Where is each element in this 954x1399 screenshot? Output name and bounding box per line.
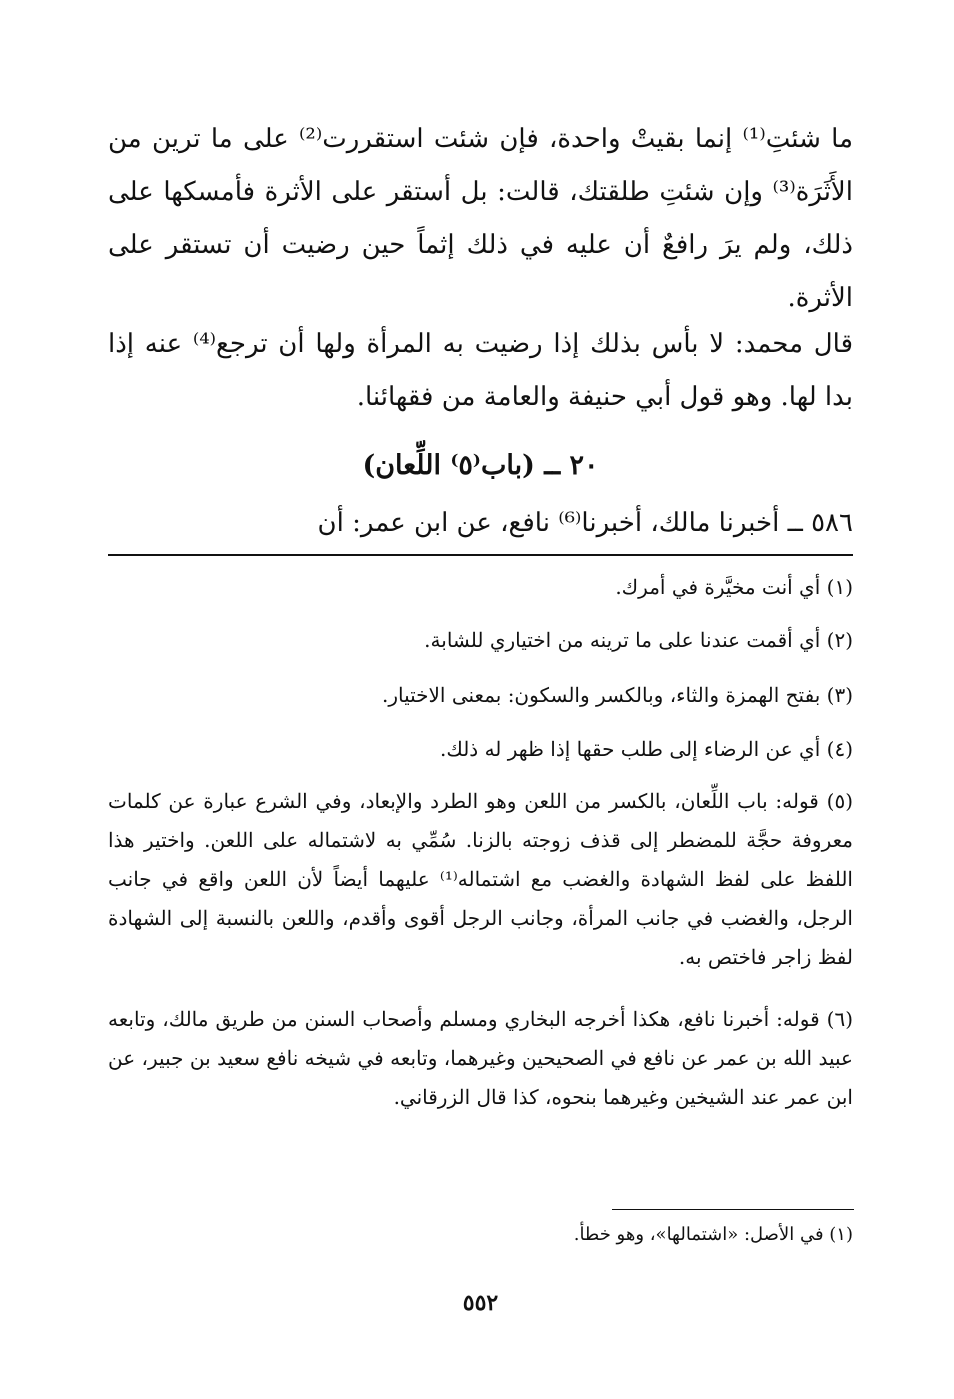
footnote-2: (٢) أي أقمت عندنا على ما ترينه من اختياري للشابة. (424, 628, 853, 652)
page-number: ٥٥٢ (462, 1290, 499, 1316)
footnote-1: (١) أي أنت مخيَّرة في أمرك. (615, 575, 853, 599)
main-paragraph-1: ما شئتِ⁽¹⁾ إنما بقيتْ واحدة، فإن شئت استقررت⁽²⁾ على ما ترين من الأَثَرَة⁽³⁾ وإن شئتِ طلقتك، قالت: بل أستقر على الأثرة فأمسكها على ذلك، ولم يرَ رافعٌ أن عليه في ذلك إثماً حين رضيت أن تستقر على الأثرة. (108, 124, 854, 313)
footnote-4: (٤) أي عن الرضاء إلى طلب حقها إذا ظهر له ذلك. (440, 737, 853, 761)
main-paragraph-2: قال محمد: لا بأس بذلك إذا رضيت به المرأة ولها أن ترجع⁽⁴⁾ عنه إذا بدا لها. وهو قول أبي حنيفة والعامة من فقهائنا. (108, 329, 853, 412)
chapter-heading: ٢٠ ــ (باب⁽٥⁾ اللِّعان) (362, 450, 599, 481)
main-paragraph-3: ٥٨٦ ــ أخبرنا مالك، أخبرنا⁽⁶⁾ نافع، عن ابن عمر: أن (317, 508, 853, 538)
sub-footnote-1: (١) في الأصل: «اشتمالها»، وهو خطأ. (573, 1224, 853, 1245)
footnote-5: (٥) قوله: باب اللِّعان، بالكسر من اللعن وهو الطرد والإبعاد، وفي الشرع عبارة عن كلمات معروفة حجَّة للمضطر إلى قذف زوجته بالزنا. سُمِّي به لاشتماله على اللعن. واختير هذا اللفظ على لفظ الشهادة والغضب مع اشتماله⁽¹⁾ عليهما أيضاً لأن اللعن واقع في جانب الرجل، والغضب في جانب المرأة، وجانب الرجل أقوى وأقدم، واللعن بالنسبة إلى الشهادة لفظ زاجر فاختص به. (108, 789, 853, 969)
footnote-3: (٣) بفتح الهمزة والثاء، وبالكسر والسكون: بمعنى الاختيار. (381, 683, 853, 707)
footnote-separator (108, 554, 853, 556)
footnote-6: (٦) قوله: أخبرنا نافع، هكذا أخرجه البخاري ومسلم وأصحاب السنن من طريق مالك، وتابعه عبيد الله بن عمر عن نافع في الصحيحين وغيرهما، وتابعه في شيخه نافع سعيد بن جبير، عن ابن عمر عند الشيخين وغيرهما بنحوه، كذا قال الزرقاني. (108, 1007, 853, 1109)
sub-footnote-separator (612, 1209, 854, 1210)
